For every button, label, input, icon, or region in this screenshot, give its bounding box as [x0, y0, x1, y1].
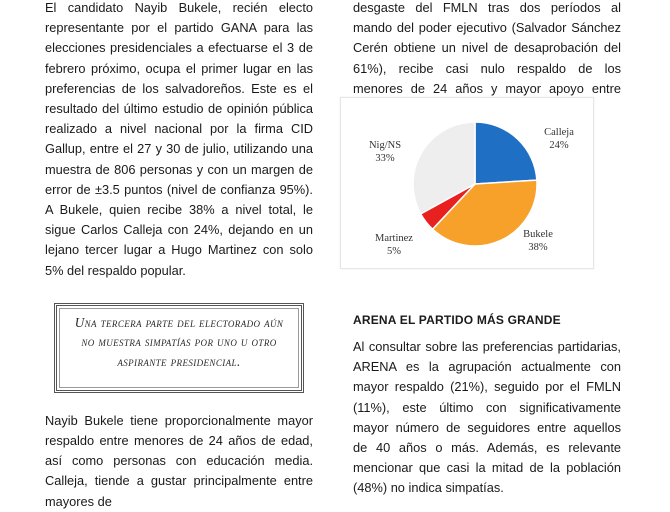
article-paragraph: desgaste del FMLN tras dos períodos al mando del poder ejecutivo (Salvador Sánchez Cerén obtiene un nivel de desaprobación del 61%), recibe casi nulo respaldo de los menores de 24 años y mayor apoyo entre	[353, 0, 621, 96]
slice-value-bukele: 38%	[528, 242, 548, 253]
pie-slice-calleja	[475, 122, 537, 184]
pull-quote: Una tercera parte del electorado aún no muestra simpatías por uno u otro aspirante presidencial.	[74, 314, 284, 369]
section-heading: ARENA EL PARTIDO MÁS GRANDE	[353, 313, 561, 327]
pull-quote-box	[54, 303, 304, 393]
slice-value-martinez: 5%	[387, 246, 401, 257]
article-paragraph: Al consultar sobre las preferencias partidarias, ARENA es la agrupación actualmente con mayor respaldo (21%), seguido por el FMLN (11%), este último con significativamente mayor número de seguidores entre aquellos de 40 años o más. Además, es relevante mencionar que casi la mitad de la población (48%) no indica simpatías.	[353, 339, 621, 496]
article-paragraph: El candidato Nayib Bukele, recién electo representante por el partido GANA para las elecciones presidenciales a efectuarse el 3 de febrero próximo, ocupa el primer lugar en las preferencias de los salvadoreños. Este es el resultado del último estudio de opinión pública realizado a nivel nacional por la firma CID Gallup, entre el 27 y 30 de julio, utilizando una muestra de 806 personas y con un margen de error de ±3.5 puntos (nivel de confianza 95%). A Bukele, quien recibe 38% a nivel total, le sigue Carlos Calleja con 24%, dejando en un lejano tercer lugar a Hugo Martinez con solo 5% del respaldo popular.	[45, 0, 313, 278]
slice-label-nig-ns: Nig/NS	[368, 140, 402, 151]
pie-chart-svg	[341, 98, 593, 268]
slice-label-martinez: Martinez	[375, 233, 413, 244]
slice-label-calleja: Calleja	[544, 127, 574, 138]
article-paragraph: Nayib Bukele tiene proporcionalmente mayor respaldo entre menores de 24 años de edad, así como personas con educación media. Calleja, tiende a gustar principalmente entre mayores de	[45, 412, 313, 509]
pie-chart	[340, 97, 594, 269]
slice-value-nig-ns: 33%	[375, 153, 395, 164]
left-column	[45, 0, 313, 512]
slice-value-calleja: 24%	[549, 140, 569, 151]
slice-label-bukele: Bukele	[523, 229, 553, 240]
